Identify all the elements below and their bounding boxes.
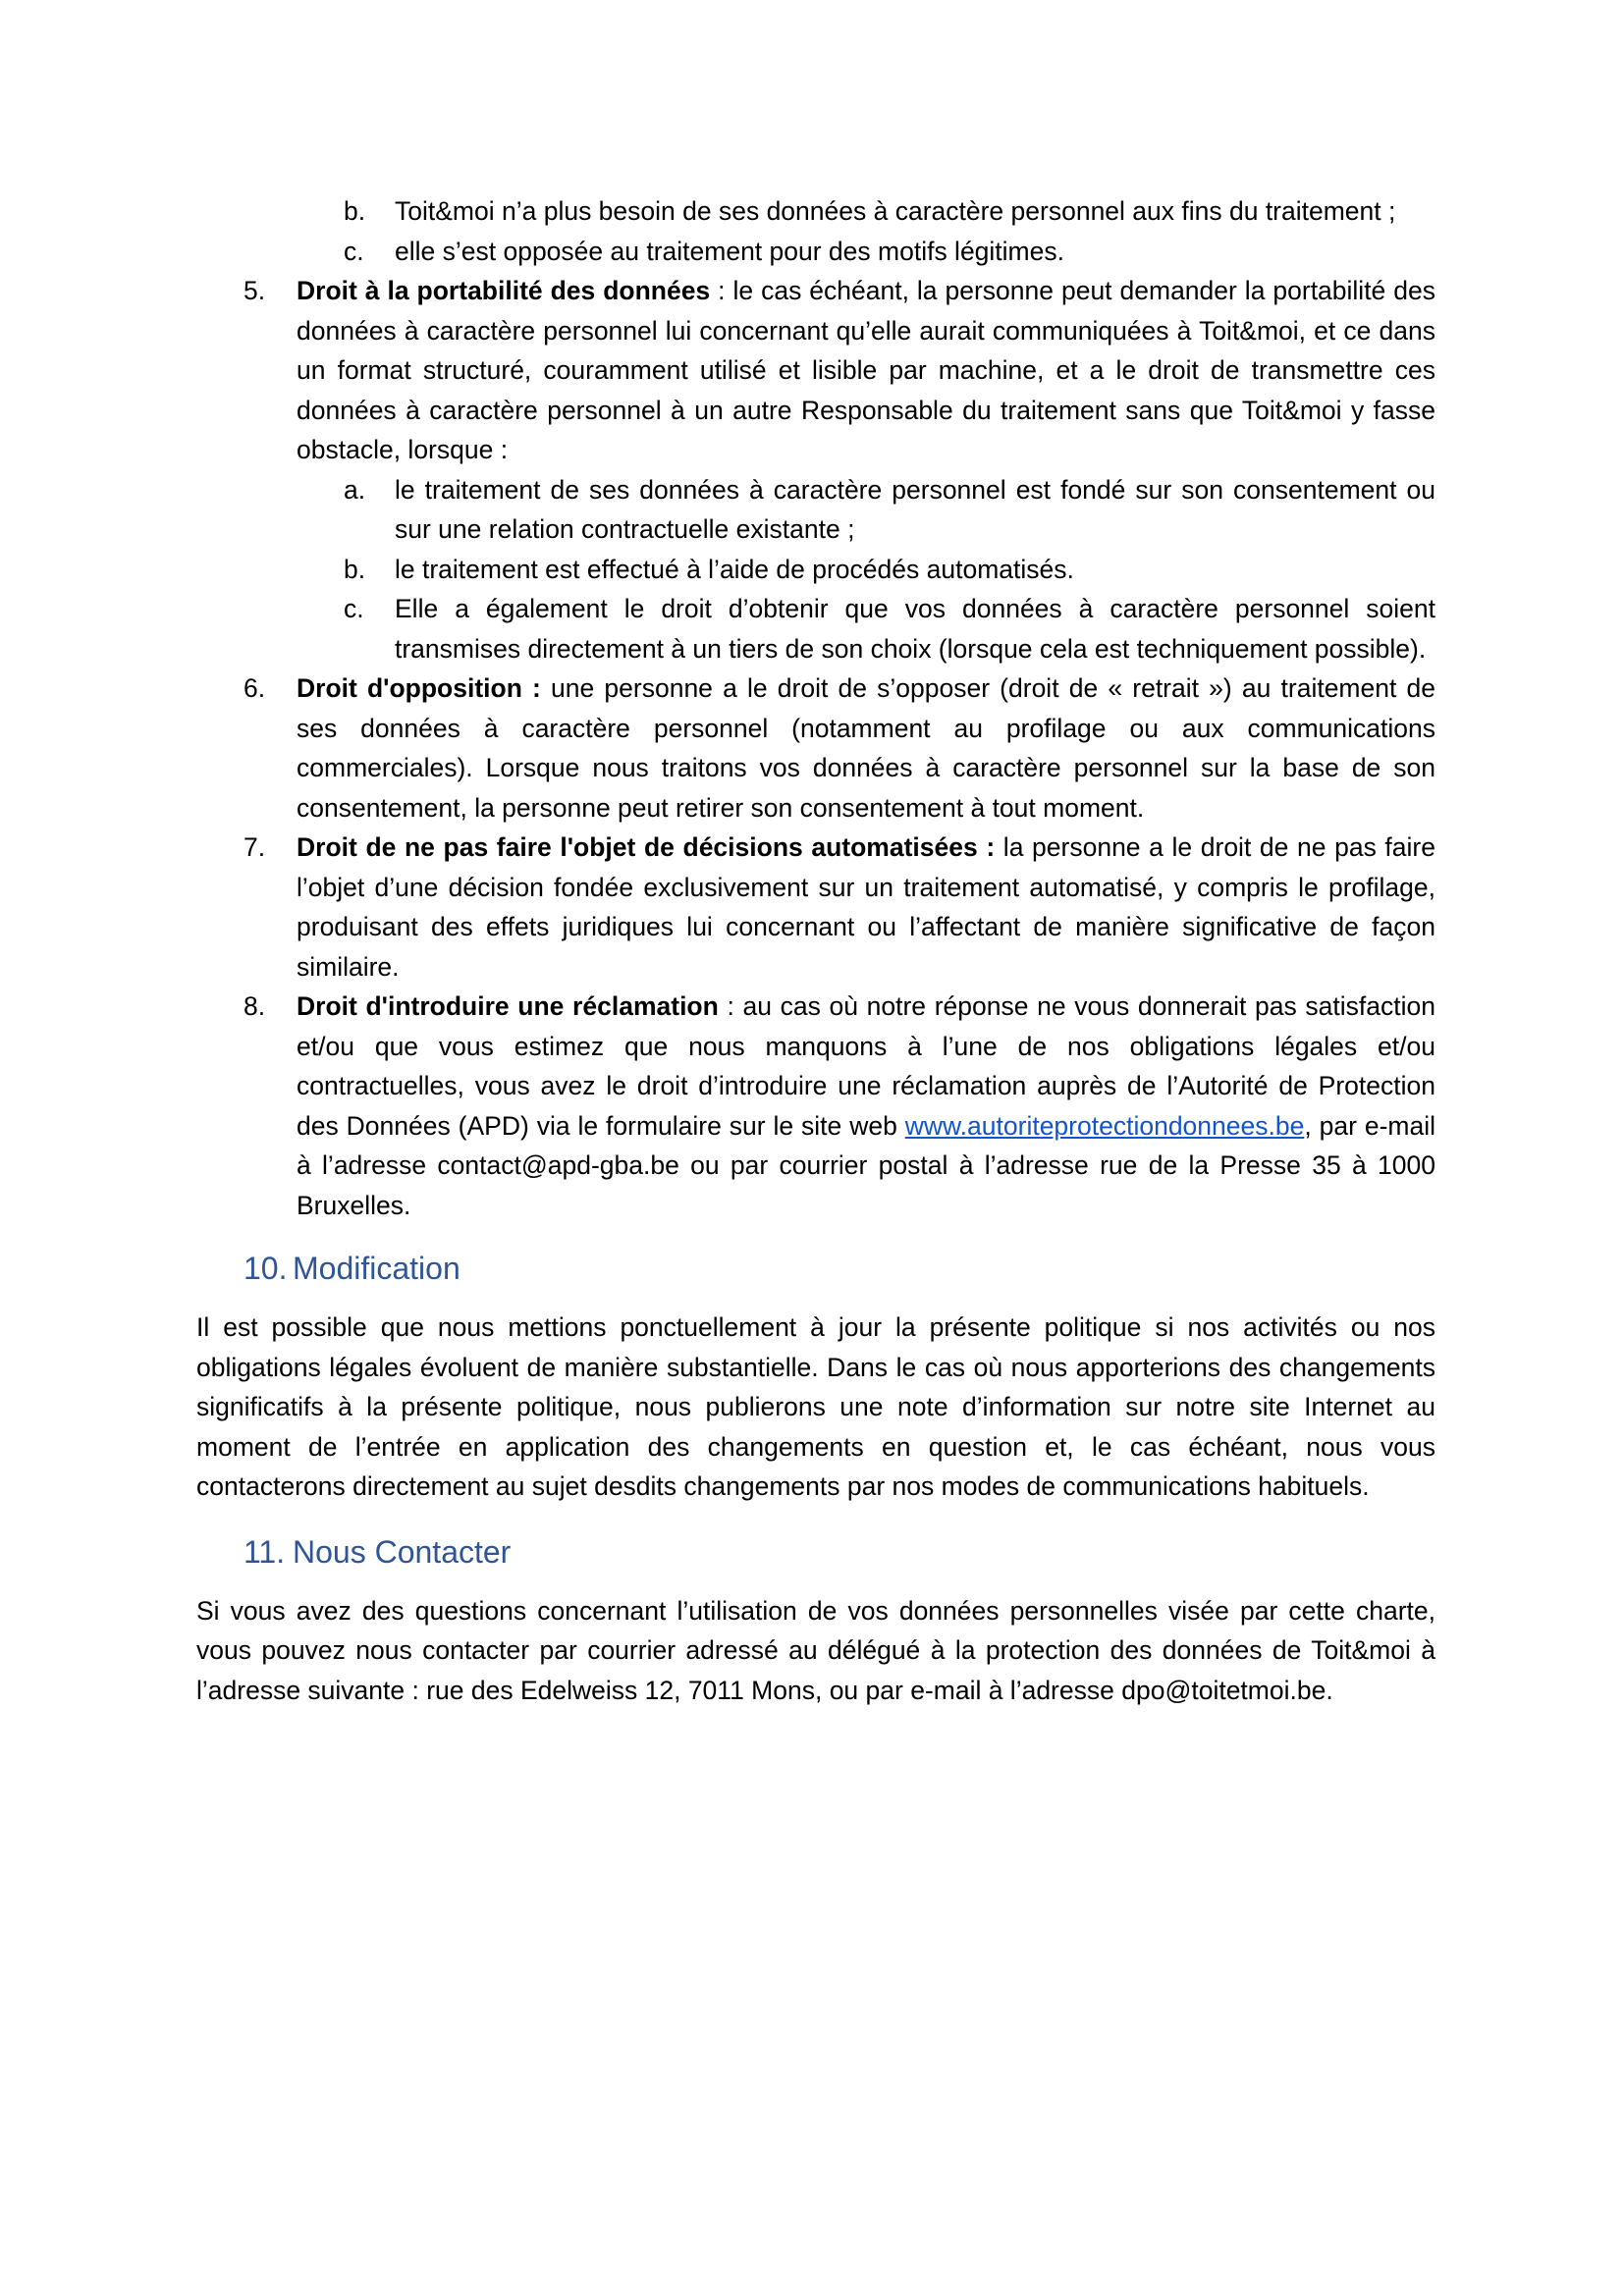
apd-website-link[interactable]: www.autoriteprotectiondonnees.be <box>904 1110 1305 1141</box>
right-opposition <box>196 668 1435 828</box>
list-number: 6. <box>244 673 266 703</box>
list-item-b <box>196 191 1435 232</box>
right-title: Droit d'introduire une réclamation <box>297 991 719 1021</box>
right-text: : au cas où notre réponse ne vous donnerait pas satisfaction et/ou que vous estimez que nous manquons à l’une de nos obligations légales et/ou contractuelles, vous avez le droit d’introduire une réclamation auprès de l’Autorité de Protection des Données (APD) via le formulaire sur le site web <box>297 991 1435 1141</box>
list-item-text: elle s’est opposée au traitement pour des motifs légitimes. <box>395 236 1064 266</box>
list-item-b <box>196 550 1435 590</box>
list-number: 5. <box>244 276 266 305</box>
list-item-text: Toit&moi n’a plus besoin de ses données à caractère personnel aux fins du traitement ; <box>395 196 1396 226</box>
right-complaint <box>196 987 1435 1225</box>
right-text: la personne a le droit de ne pas faire l’objet d’une décision fondée exclusivement sur un traitement automatisé, y compris le profilage, produisant des effets juridiques lui concernant ou l’affectant de manière significative de façon similaire. <box>297 832 1435 982</box>
list-item-c <box>196 232 1435 272</box>
list-item-text: Elle a également le droit d’obtenir que vos données à caractère personnel soient transmises directement à un tiers de son choix (lorsque cela est techniquement possible). <box>395 594 1435 664</box>
list-item-a <box>196 470 1435 550</box>
right-text: une personne a le droit de s’opposer (droit de « retrait ») au traitement de ses données à caractère personnel (notamment au profilage ou aux communications commerciales). Lorsque nous traitons vos données à caractère personnel sur la base de son consentement, la personne peut retirer son consentement à tout moment. <box>297 673 1435 823</box>
list-item-text: le traitement est effectué à l’aide de procédés automatisés. <box>395 554 1074 584</box>
list-marker: c. <box>344 236 364 266</box>
page-content <box>196 191 1435 1710</box>
list-item-c <box>196 589 1435 668</box>
right-title: Droit de ne pas faire l'objet de décisions automatisées : <box>297 832 996 862</box>
right-title: Droit d'opposition : <box>297 673 541 703</box>
section-title: Nous Contacter <box>293 1533 512 1570</box>
section-number: 10. <box>244 1251 288 1286</box>
section-number: 11. <box>244 1533 286 1570</box>
list-marker: b. <box>344 196 366 226</box>
list-marker: b. <box>344 554 366 584</box>
list-marker: c. <box>344 594 364 623</box>
list-number: 8. <box>244 991 266 1021</box>
section-heading-contact <box>196 1530 1435 1574</box>
right-title: Droit à la portabilité des données <box>297 276 711 305</box>
list-marker: a. <box>344 474 366 505</box>
section-body-modification: Il est possible que nous mettions ponctuellement à jour la présente politique si nos activités ou nos obligations légales évoluent de manière substantielle. Dans le cas où nous apporterions des changements significatifs à la présente politique, nous publierons une note d’information sur notre site Internet au moment de l’entrée en application des changements en question et, le cas échéant, nous vous contacterons directement au sujet desdits changements par nos modes de communications habituels. <box>196 1312 1435 1501</box>
right-portability <box>196 271 1435 470</box>
section-title: Modification <box>293 1251 460 1286</box>
list-number: 7. <box>244 832 266 862</box>
right-text: : le cas échéant, la personne peut demander la portabilité des données à caractère personnel lui concernant qu’elle aurait communiquées à Toit&moi, et ce dans un format structuré, couramment utilisé et lisible par machine, et a le droit de transmettre ces données à caractère personnel à un autre Responsable du traitement sans que Toit&moi y fasse obstacle, lorsque : <box>297 276 1435 464</box>
list-item-text: le traitement de ses données à caractère personnel est fondé sur son consentement ou sur une relation contractuelle existante ; <box>395 474 1435 544</box>
right-text: , par e-mail à l’adresse contact@apd-gba.be ou par courrier postal à l’adresse rue de la Presse 35 à 1000 Bruxelles. <box>297 1110 1435 1220</box>
section-heading-modification <box>196 1247 1435 1290</box>
section-body-contact: Si vous avez des questions concernant l’utilisation de vos données personnelles visée par cette charte, vous pouvez nous contacter par courrier adressé au délégué à la protection des données de Toit&moi à l’adresse suivante : rue des Edelweiss 12, 7011 Mons, ou par e-mail à l’adresse dpo@toitetmoi.be. <box>196 1595 1435 1705</box>
right-automated-decisions <box>196 828 1435 987</box>
